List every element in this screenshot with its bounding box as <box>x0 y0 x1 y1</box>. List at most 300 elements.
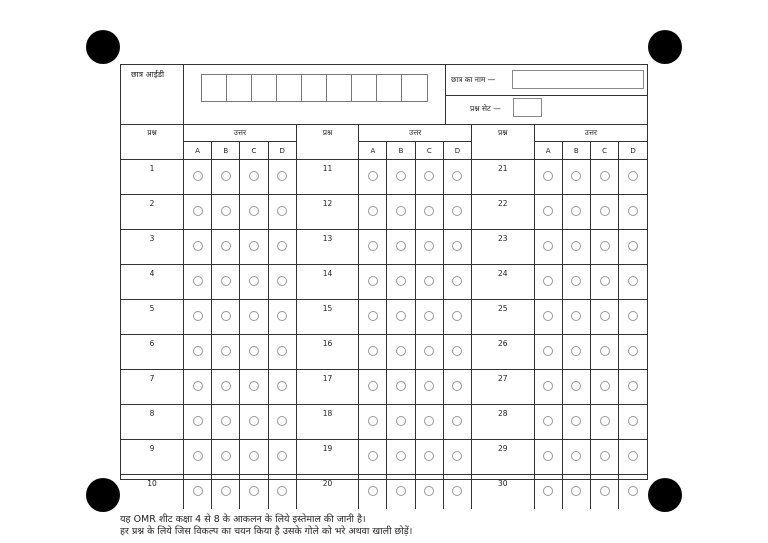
answer-cell <box>212 440 240 475</box>
answer-bubble[interactable] <box>424 311 434 321</box>
answer-bubble[interactable] <box>452 206 462 216</box>
answer-cell <box>387 370 415 405</box>
answer-cell <box>562 405 590 440</box>
question-row <box>121 405 647 440</box>
answer-cell <box>268 195 296 230</box>
student-name-field[interactable] <box>512 70 644 89</box>
answer-bubble[interactable] <box>277 311 287 321</box>
student-id-digit-box[interactable] <box>227 75 252 101</box>
answer-bubble[interactable] <box>368 276 378 286</box>
answer-cell <box>534 195 562 230</box>
answer-cell <box>415 160 443 195</box>
answer-bubble[interactable] <box>452 486 462 496</box>
student-id-digit-box[interactable] <box>377 75 402 101</box>
answer-cell <box>534 370 562 405</box>
question-number: 28 <box>472 405 534 440</box>
answer-cell <box>534 160 562 195</box>
question-number: 11 <box>296 160 358 195</box>
answer-bubble[interactable] <box>600 416 610 426</box>
answer-bubble[interactable] <box>277 206 287 216</box>
answer-bubble[interactable] <box>452 171 462 181</box>
answer-bubble[interactable] <box>396 486 406 496</box>
answer-cell <box>443 300 471 335</box>
student-id-digit-box[interactable] <box>302 75 327 101</box>
answer-bubble[interactable] <box>193 381 203 391</box>
question-number: 3 <box>121 230 183 265</box>
answer-cell <box>183 195 211 230</box>
answer-bubble[interactable] <box>193 486 203 496</box>
answer-bubble[interactable] <box>368 451 378 461</box>
answer-bubble[interactable] <box>543 346 553 356</box>
student-id-label: छात्र आईडी <box>131 70 165 79</box>
answer-bubble[interactable] <box>368 381 378 391</box>
student-id-digit-box[interactable] <box>277 75 302 101</box>
question-number: 16 <box>296 335 358 370</box>
answer-cell <box>562 475 590 510</box>
answer-bubble[interactable] <box>543 241 553 251</box>
answer-grid <box>121 124 647 509</box>
answer-bubble[interactable] <box>368 486 378 496</box>
answer-cell <box>359 230 387 265</box>
answer-bubble[interactable] <box>600 206 610 216</box>
answer-cell <box>183 335 211 370</box>
answer-cell <box>619 300 647 335</box>
answer-cell <box>387 300 415 335</box>
answer-cell <box>268 405 296 440</box>
answer-bubble[interactable] <box>571 206 581 216</box>
question-number: 17 <box>296 370 358 405</box>
answer-cell <box>240 370 268 405</box>
answer-cell <box>387 475 415 510</box>
answer-bubble[interactable] <box>193 206 203 216</box>
answer-bubble[interactable] <box>571 416 581 426</box>
answer-cell <box>212 230 240 265</box>
question-row <box>121 475 647 510</box>
answer-bubble[interactable] <box>424 241 434 251</box>
answer-bubble[interactable] <box>368 241 378 251</box>
answer-cell <box>183 265 211 300</box>
answer-bubble[interactable] <box>543 311 553 321</box>
answer-bubble[interactable] <box>193 276 203 286</box>
answer-cell <box>240 335 268 370</box>
answer-bubble[interactable] <box>249 416 259 426</box>
answer-bubble[interactable] <box>221 451 231 461</box>
answer-cell <box>443 265 471 300</box>
answer-bubble[interactable] <box>424 451 434 461</box>
answer-cell <box>359 440 387 475</box>
answer-bubble[interactable] <box>628 171 638 181</box>
answer-bubble[interactable] <box>571 276 581 286</box>
question-row <box>121 335 647 370</box>
answer-bubble[interactable] <box>628 486 638 496</box>
answer-bubble[interactable] <box>543 451 553 461</box>
answer-cell <box>590 160 618 195</box>
answer-cell <box>268 265 296 300</box>
question-number: 6 <box>121 335 183 370</box>
answer-cell <box>240 405 268 440</box>
answer-cell <box>619 405 647 440</box>
option-header: C <box>590 142 618 160</box>
answer-cell <box>619 370 647 405</box>
answer-cell <box>387 335 415 370</box>
answer-cell <box>359 160 387 195</box>
answer-cell <box>562 195 590 230</box>
answer-cell <box>619 230 647 265</box>
answer-cell <box>619 195 647 230</box>
answer-bubble[interactable] <box>368 311 378 321</box>
answer-cell <box>619 475 647 510</box>
answer-bubble[interactable] <box>543 206 553 216</box>
option-header: D <box>443 142 471 160</box>
answer-cell <box>443 160 471 195</box>
answer-bubble[interactable] <box>249 346 259 356</box>
option-header: D <box>268 142 296 160</box>
question-number: 18 <box>296 405 358 440</box>
answer-cell <box>359 475 387 510</box>
answer-cell <box>534 230 562 265</box>
answer-cell <box>183 230 211 265</box>
answer-cell <box>240 300 268 335</box>
option-header: A <box>534 142 562 160</box>
answer-bubble[interactable] <box>221 486 231 496</box>
answer-bubble[interactable] <box>368 416 378 426</box>
option-header: B <box>387 142 415 160</box>
answer-bubble[interactable] <box>452 416 462 426</box>
question-number: 7 <box>121 370 183 405</box>
answer-cell <box>240 160 268 195</box>
answer-cell <box>619 160 647 195</box>
question-number: 20 <box>296 475 358 510</box>
question-number: 24 <box>472 265 534 300</box>
answer-cell <box>240 265 268 300</box>
answer-cell <box>415 475 443 510</box>
answer-bubble[interactable] <box>277 346 287 356</box>
option-header: A <box>359 142 387 160</box>
answer-bubble[interactable] <box>368 171 378 181</box>
answer-bubble[interactable] <box>571 451 581 461</box>
question-number: 9 <box>121 440 183 475</box>
question-number: 8 <box>121 405 183 440</box>
answer-bubble[interactable] <box>193 451 203 461</box>
answer-cell <box>387 195 415 230</box>
question-column-header: प्रश्न <box>296 124 358 160</box>
answer-bubble[interactable] <box>221 171 231 181</box>
answer-cell <box>415 440 443 475</box>
question-number: 21 <box>472 160 534 195</box>
question-number: 14 <box>296 265 358 300</box>
answer-bubble[interactable] <box>396 206 406 216</box>
answer-bubble[interactable] <box>277 171 287 181</box>
answer-bubble[interactable] <box>628 416 638 426</box>
question-number: 5 <box>121 300 183 335</box>
option-header: B <box>562 142 590 160</box>
answer-cell <box>359 370 387 405</box>
answer-cell <box>212 405 240 440</box>
answer-bubble[interactable] <box>600 346 610 356</box>
answer-bubble[interactable] <box>543 171 553 181</box>
answer-cell <box>183 370 211 405</box>
question-row <box>121 160 647 195</box>
answer-bubble[interactable] <box>277 381 287 391</box>
answer-bubble[interactable] <box>249 276 259 286</box>
answer-bubble[interactable] <box>396 241 406 251</box>
answer-bubble[interactable] <box>368 346 378 356</box>
answer-cell <box>443 475 471 510</box>
question-number: 26 <box>472 335 534 370</box>
answer-bubble[interactable] <box>628 276 638 286</box>
student-id-digit-box[interactable] <box>402 75 427 101</box>
answer-bubble[interactable] <box>396 276 406 286</box>
answer-bubble[interactable] <box>368 206 378 216</box>
answer-bubble[interactable] <box>628 451 638 461</box>
answer-bubble[interactable] <box>600 311 610 321</box>
option-header: D <box>619 142 647 160</box>
answer-bubble[interactable] <box>543 381 553 391</box>
question-row <box>121 370 647 405</box>
answer-cell <box>268 475 296 510</box>
answer-cell <box>443 370 471 405</box>
option-header: A <box>183 142 211 160</box>
student-name-label: छात्र का नाम — <box>451 75 496 84</box>
answer-bubble[interactable] <box>571 346 581 356</box>
answer-cell <box>387 160 415 195</box>
answer-bubble[interactable] <box>628 241 638 251</box>
instruction-line-2: हर प्रश्न के लिये जिस विकल्प का चयन किया है उसके गोले को भरे अथवा खाली छोड़ें। <box>120 526 413 537</box>
answer-cell <box>534 335 562 370</box>
answer-bubble[interactable] <box>193 416 203 426</box>
question-column-header: प्रश्न <box>472 124 534 160</box>
answer-bubble[interactable] <box>249 311 259 321</box>
answer-bubble[interactable] <box>600 171 610 181</box>
answer-bubble[interactable] <box>221 381 231 391</box>
answer-cell <box>268 335 296 370</box>
answer-cell <box>359 195 387 230</box>
answer-bubble[interactable] <box>277 451 287 461</box>
answer-bubble[interactable] <box>452 346 462 356</box>
answer-bubble[interactable] <box>628 311 638 321</box>
sheet-header <box>121 65 647 125</box>
question-number: 19 <box>296 440 358 475</box>
question-set-label: प्रश्न सेट — <box>470 104 501 113</box>
answer-bubble[interactable] <box>571 381 581 391</box>
answer-bubble[interactable] <box>600 276 610 286</box>
question-set-field[interactable] <box>513 98 542 117</box>
answer-bubble[interactable] <box>193 241 203 251</box>
answer-cell <box>387 265 415 300</box>
student-id-digit-box[interactable] <box>352 75 377 101</box>
answer-cell <box>534 475 562 510</box>
student-id-digit-box[interactable] <box>327 75 352 101</box>
answer-bubble[interactable] <box>543 416 553 426</box>
answer-bubble[interactable] <box>424 171 434 181</box>
answer-bubble[interactable] <box>424 416 434 426</box>
answer-bubble[interactable] <box>221 311 231 321</box>
answer-cell <box>590 195 618 230</box>
answer-cell <box>268 300 296 335</box>
answer-cell <box>268 160 296 195</box>
answer-bubble[interactable] <box>193 171 203 181</box>
answer-bubble[interactable] <box>396 311 406 321</box>
answer-bubble[interactable] <box>193 311 203 321</box>
question-row <box>121 195 647 230</box>
answer-cell <box>183 475 211 510</box>
answer-bubble[interactable] <box>396 451 406 461</box>
answer-cell <box>183 300 211 335</box>
answer-cell <box>183 160 211 195</box>
answer-bubble[interactable] <box>221 276 231 286</box>
answer-bubble[interactable] <box>628 206 638 216</box>
answer-bubble[interactable] <box>600 451 610 461</box>
answer-cell <box>183 405 211 440</box>
answer-cell <box>590 300 618 335</box>
answer-bubble[interactable] <box>600 381 610 391</box>
question-number: 30 <box>472 475 534 510</box>
answer-cell <box>268 440 296 475</box>
answer-cell <box>590 230 618 265</box>
answer-cell <box>534 405 562 440</box>
answer-bubble[interactable] <box>628 346 638 356</box>
answer-cell <box>562 160 590 195</box>
answer-bubble[interactable] <box>424 206 434 216</box>
answer-bubble[interactable] <box>424 276 434 286</box>
answer-cell <box>359 405 387 440</box>
answer-bubble[interactable] <box>277 276 287 286</box>
question-column-header: प्रश्न <box>121 124 183 160</box>
answer-cell <box>590 475 618 510</box>
answer-cell <box>534 440 562 475</box>
answer-bubble[interactable] <box>600 486 610 496</box>
answer-bubble[interactable] <box>452 381 462 391</box>
question-number: 22 <box>472 195 534 230</box>
answer-cell <box>443 195 471 230</box>
question-row <box>121 230 647 265</box>
answer-cell <box>212 475 240 510</box>
answer-bubble[interactable] <box>424 486 434 496</box>
answer-bubble[interactable] <box>424 381 434 391</box>
answer-cell <box>359 335 387 370</box>
answer-cell <box>415 405 443 440</box>
answer-cell <box>590 405 618 440</box>
answer-cell <box>415 230 443 265</box>
answer-cell <box>534 265 562 300</box>
answer-bubble[interactable] <box>396 171 406 181</box>
question-number: 4 <box>121 265 183 300</box>
answer-bubble[interactable] <box>543 486 553 496</box>
answer-cell <box>415 195 443 230</box>
student-info-panel <box>445 65 648 124</box>
answer-bubble[interactable] <box>543 276 553 286</box>
answer-cell <box>619 440 647 475</box>
answer-bubble[interactable] <box>221 346 231 356</box>
question-row <box>121 300 647 335</box>
omr-sheet <box>120 64 648 488</box>
answer-cell <box>240 475 268 510</box>
answer-bubble[interactable] <box>249 241 259 251</box>
answer-bubble[interactable] <box>221 241 231 251</box>
answer-bubble[interactable] <box>249 206 259 216</box>
answer-bubble[interactable] <box>600 241 610 251</box>
answer-bubble[interactable] <box>452 276 462 286</box>
answer-bubble[interactable] <box>277 241 287 251</box>
answer-bubble[interactable] <box>277 416 287 426</box>
answer-cell <box>443 335 471 370</box>
answer-cell <box>534 300 562 335</box>
answer-bubble[interactable] <box>571 241 581 251</box>
answer-cell <box>387 440 415 475</box>
answer-bubble[interactable] <box>571 311 581 321</box>
instruction-line-1: यह OMR शीट कक्षा 4 से 8 के आकलन के लिये इस्तेमाल की जानी है। <box>120 514 366 525</box>
answer-cell <box>415 370 443 405</box>
answer-column-header: उत्तर <box>183 124 296 142</box>
answer-cell <box>443 440 471 475</box>
answer-cell <box>387 230 415 265</box>
answer-bubble[interactable] <box>249 451 259 461</box>
answer-cell <box>443 405 471 440</box>
answer-bubble[interactable] <box>424 346 434 356</box>
student-id-digit-box[interactable] <box>202 75 227 101</box>
answer-cell <box>359 265 387 300</box>
answer-bubble[interactable] <box>249 486 259 496</box>
question-number: 1 <box>121 160 183 195</box>
answer-bubble[interactable] <box>571 486 581 496</box>
answer-bubble[interactable] <box>396 346 406 356</box>
answer-cell <box>590 370 618 405</box>
answer-bubble[interactable] <box>396 381 406 391</box>
answer-cell <box>562 230 590 265</box>
answer-cell <box>619 335 647 370</box>
registration-mark-top-left <box>86 30 120 64</box>
answer-cell <box>562 265 590 300</box>
answer-cell <box>415 265 443 300</box>
answer-cell <box>268 230 296 265</box>
registration-mark-bottom-left <box>86 478 120 512</box>
question-row <box>121 265 647 300</box>
answer-cell <box>212 335 240 370</box>
answer-cell <box>443 230 471 265</box>
student-id-boxes[interactable] <box>201 74 428 102</box>
student-id-label-cell <box>121 65 184 124</box>
answer-cell <box>562 335 590 370</box>
answer-bubble[interactable] <box>193 346 203 356</box>
answer-column-header: उत्तर <box>359 124 472 142</box>
answer-cell <box>212 265 240 300</box>
answer-cell <box>562 440 590 475</box>
question-number: 2 <box>121 195 183 230</box>
answer-cell <box>359 300 387 335</box>
answer-bubble[interactable] <box>396 416 406 426</box>
student-id-digit-box[interactable] <box>252 75 277 101</box>
answer-bubble[interactable] <box>452 451 462 461</box>
answer-cell <box>183 440 211 475</box>
answer-bubble[interactable] <box>571 171 581 181</box>
answer-cell <box>212 160 240 195</box>
answer-bubble[interactable] <box>452 311 462 321</box>
instructions <box>120 514 412 538</box>
answer-bubble[interactable] <box>221 206 231 216</box>
answer-cell <box>590 335 618 370</box>
answer-cell <box>619 265 647 300</box>
answer-bubble[interactable] <box>221 416 231 426</box>
question-number: 29 <box>472 440 534 475</box>
option-header: B <box>212 142 240 160</box>
answer-bubble[interactable] <box>628 381 638 391</box>
answer-bubble[interactable] <box>452 241 462 251</box>
answer-bubble[interactable] <box>249 381 259 391</box>
answer-bubble[interactable] <box>277 486 287 496</box>
question-number: 23 <box>472 230 534 265</box>
answer-cell <box>562 370 590 405</box>
answer-bubble[interactable] <box>249 171 259 181</box>
